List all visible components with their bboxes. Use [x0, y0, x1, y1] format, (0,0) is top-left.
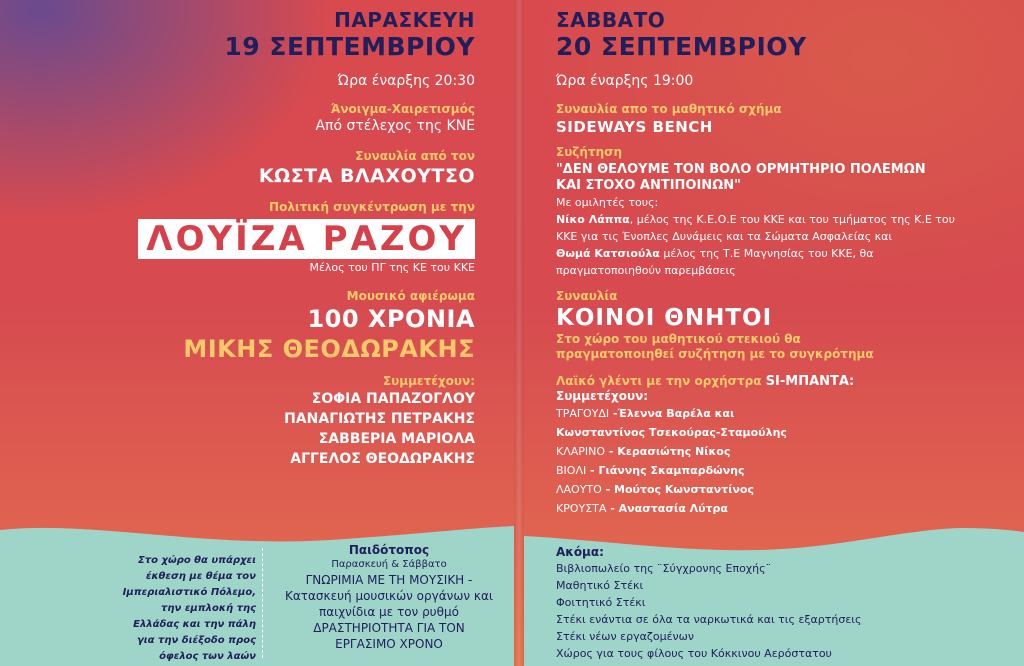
concert-note-2: πραγματοποιηθεί συζήτηση με το συγκρότημα — [556, 347, 874, 361]
glenti-line — [556, 374, 996, 389]
speaker-1-role-cont: ΚΚΕ για τις Ένοπλες Δυνάμεις και τα Σώματα Ασφαλείας και — [556, 230, 893, 243]
concert-label: Συναυλία από τον — [355, 149, 475, 163]
concert-artist: ΚΩΣΤΑ ΒΛΑΧΟΥΤΣΟ — [258, 165, 475, 187]
lineup-names: - Γιάννης Σκαμπαρδώνης — [586, 464, 745, 477]
lineup-names: - Μούτος Κωνσταντίνος — [601, 483, 754, 496]
kids-days: Παρασκευή & Σάββατο — [331, 559, 447, 570]
lineup-role: ΚΡΟΥΣΤΑ — [556, 502, 607, 515]
lineup-names: Κωνσταντίνος Τσεκούρας-Σταμούλης — [556, 426, 787, 439]
extras-item: Χώρος για τους φίλους του Κόκκινου Αερόστατου — [556, 647, 832, 660]
speaker-2-role-cont: πραγματοποιηθούν παρεμβάσεις — [556, 264, 736, 277]
speakers-intro: Με ομιλητές τους: — [556, 196, 659, 209]
kids-line: ΕΡΓΑΣΙΜΟ ΧΡΟΝΟ — [335, 637, 443, 651]
exhibition-line: όφελος των λαών — [159, 651, 256, 662]
exhibition-line: Στο χώρο θα υπάρχει — [137, 555, 256, 566]
friday-start-time: Ώρα έναρξης 20:30 — [337, 73, 475, 89]
speaker-1-name: Νίκο Λάππα — [556, 213, 630, 226]
saturday-concert-band: ΚΟΙΝΟΙ ΘΝΗΤΟΙ — [556, 305, 773, 331]
saturday-program — [556, 8, 996, 518]
friday-day-name: ΠΑΡΑΣΚΕΥΗ — [334, 8, 475, 32]
saturday-day-name: ΣΑΒΒΑΤΟ — [556, 8, 666, 32]
discussion-title-2: ΚΑΙ ΣΤΟΧΟ ΑΝΤΙΠΟΙΝΩΝ" — [556, 178, 741, 193]
friday-date: 19 ΣΕΠΤΕΜΒΡΙΟΥ — [224, 32, 475, 61]
participant: ΑΓΓΕΛΟΣ ΘΕΟΔΩΡΑΚΗΣ — [290, 451, 475, 467]
student-concert-label: Συναυλία απο το μαθητικό σχήμα — [556, 102, 782, 116]
lineup-row — [556, 442, 996, 461]
student-band: SIDEWAYS BENCH — [556, 118, 713, 136]
lineup-role: ΒΙΟΛΙ — [556, 464, 587, 477]
speaker-2-line — [556, 245, 996, 262]
saturday-concert-label: Συναυλία — [556, 289, 618, 303]
participants-label: Συμμετέχουν: — [382, 374, 475, 388]
kids-corner — [274, 542, 504, 652]
extras-list — [556, 544, 996, 662]
extras-title: Ακόμα: — [556, 545, 604, 559]
tribute-line-1: 100 ΧΡΟΝΙΑ — [307, 305, 475, 333]
extras-item: Στέκι νέων εργαζομένων — [556, 630, 695, 643]
exhibition-line: την εμπλοκή της — [161, 603, 256, 614]
saturday-date: 20 ΣΕΠΤΕΜΒΡΙΟΥ — [556, 32, 807, 61]
kids-line: ΔΡΑΣΤΗΡΙΟΤΗΤΑ ΓΙΑ ΤΟΝ — [313, 621, 465, 635]
kids-line: Κατασκευή μουσικών οργάνων και — [285, 589, 493, 603]
lineup-row — [556, 404, 996, 423]
kids-title: Παιδότοπος — [348, 543, 430, 557]
exhibition-note — [108, 553, 256, 665]
lineup-role: ΛΑΟΥΤΟ — [556, 483, 602, 496]
lineup-row — [556, 499, 996, 518]
extras-item: Βιβλιοπωλείο της ¨Σύγχρονης Εποχής¨ — [556, 562, 772, 575]
tribute-line-2: ΜΙΚΗΣ ΘΕΟΔΩΡΑΚΗΣ — [183, 335, 475, 363]
kids-line: παιχνίδια με τον ρυθμό — [319, 605, 459, 619]
saturday-start-time: Ώρα έναρξης 19:00 — [556, 73, 694, 89]
friday-program — [120, 8, 475, 469]
concert-note-1: Στο χώρο του μαθητικού στεκιού θα — [556, 332, 801, 346]
lineup-row — [556, 461, 996, 480]
extras-item: Στέκι ενάντια σε όλα τα ναρκωτικά και τις εξαρτήσεις — [556, 613, 862, 626]
lineup-row — [556, 480, 996, 499]
extras-item: Φοιτητικό Στέκι — [556, 596, 646, 609]
participant: ΠΑΝΑΓΙΩΤΗΣ ΠΕΤΡΑΚΗΣ — [284, 411, 475, 427]
participant: ΣΟΦΙΑ ΠΑΠΑΖΟΓΛΟΥ — [311, 391, 475, 407]
speaker-2-role: μέλος της Τ.Ε Μαγνησίας του ΚΚΕ, θα — [659, 247, 874, 260]
participant: ΣΑΒΒΕΡΙΑ ΜΑΡΙΟΛΑ — [318, 431, 475, 447]
lineup-names: -Έλεννα Βαρέλα και — [609, 407, 735, 420]
exhibition-line: για την διέξοδο προς — [136, 635, 256, 646]
lineup-role: ΚΛΑΡΙΝΟ — [556, 445, 606, 458]
glenti-label: Λαϊκό γλέντι με την ορχήστρα — [556, 374, 766, 388]
exhibition-line: έκθεση με θέμα τον — [145, 571, 256, 582]
rally-label: Πολιτική συγκέντρωση με την — [269, 200, 475, 214]
lineup-names: - Κερασιώτης Νίκος — [605, 445, 731, 458]
dashed-divider — [262, 548, 264, 658]
kids-line: ΓΝΩΡΙΜΙΑ ΜΕ ΤΗ ΜΟΥΣΙΚΗ - — [305, 573, 473, 587]
lineup-names: - Αναστασία Λύτρα — [606, 502, 728, 515]
lineup-role: ΤΡΑΓΟΥΔΙ — [556, 407, 610, 420]
page-fold — [514, 0, 524, 666]
speaker-1-line — [556, 211, 996, 228]
saturday-participants-label: Συμμετέχουν: — [556, 389, 649, 403]
glenti-band: SI-ΜΠΑΝΤΑ: — [765, 374, 855, 389]
opening-text: Από στέλεχος της ΚΝΕ — [315, 118, 475, 134]
speaker-name: ΛΟΥΪΖΑ ΡΑΖΟΥ — [138, 219, 475, 259]
speaker-2-name: Θωμά Κατσιούλα — [556, 247, 660, 260]
discussion-label: Συζήτηση — [556, 145, 623, 159]
tribute-label: Μουσικό αφιέρωμα — [346, 289, 475, 303]
extras-item: Μαθητικό Στέκι — [556, 579, 644, 592]
speaker-1-role: , μέλος της Κ.Ε.Ο.Ε του ΚΚΕ και του τμήματος της Κ.Ε του — [629, 213, 955, 226]
opening-label: Άνοιγμα-Χαιρετισμός — [330, 102, 475, 116]
discussion-title-1: "ΔΕΝ ΘΕΛΟΥΜΕ ΤΟΝ ΒΟΛΟ ΟΡΜΗΤΗΡΙΟ ΠΟΛΕΜΩΝ — [556, 162, 926, 177]
lineup-row — [556, 423, 996, 442]
speaker-role: Μέλος του ΠΓ της ΚΕ του ΚΚΕ — [309, 261, 475, 274]
exhibition-line: Ιμπεριαλιστικό Πόλεμο, — [122, 587, 256, 598]
exhibition-line: Ελλάδας και την πάλη — [133, 619, 256, 630]
